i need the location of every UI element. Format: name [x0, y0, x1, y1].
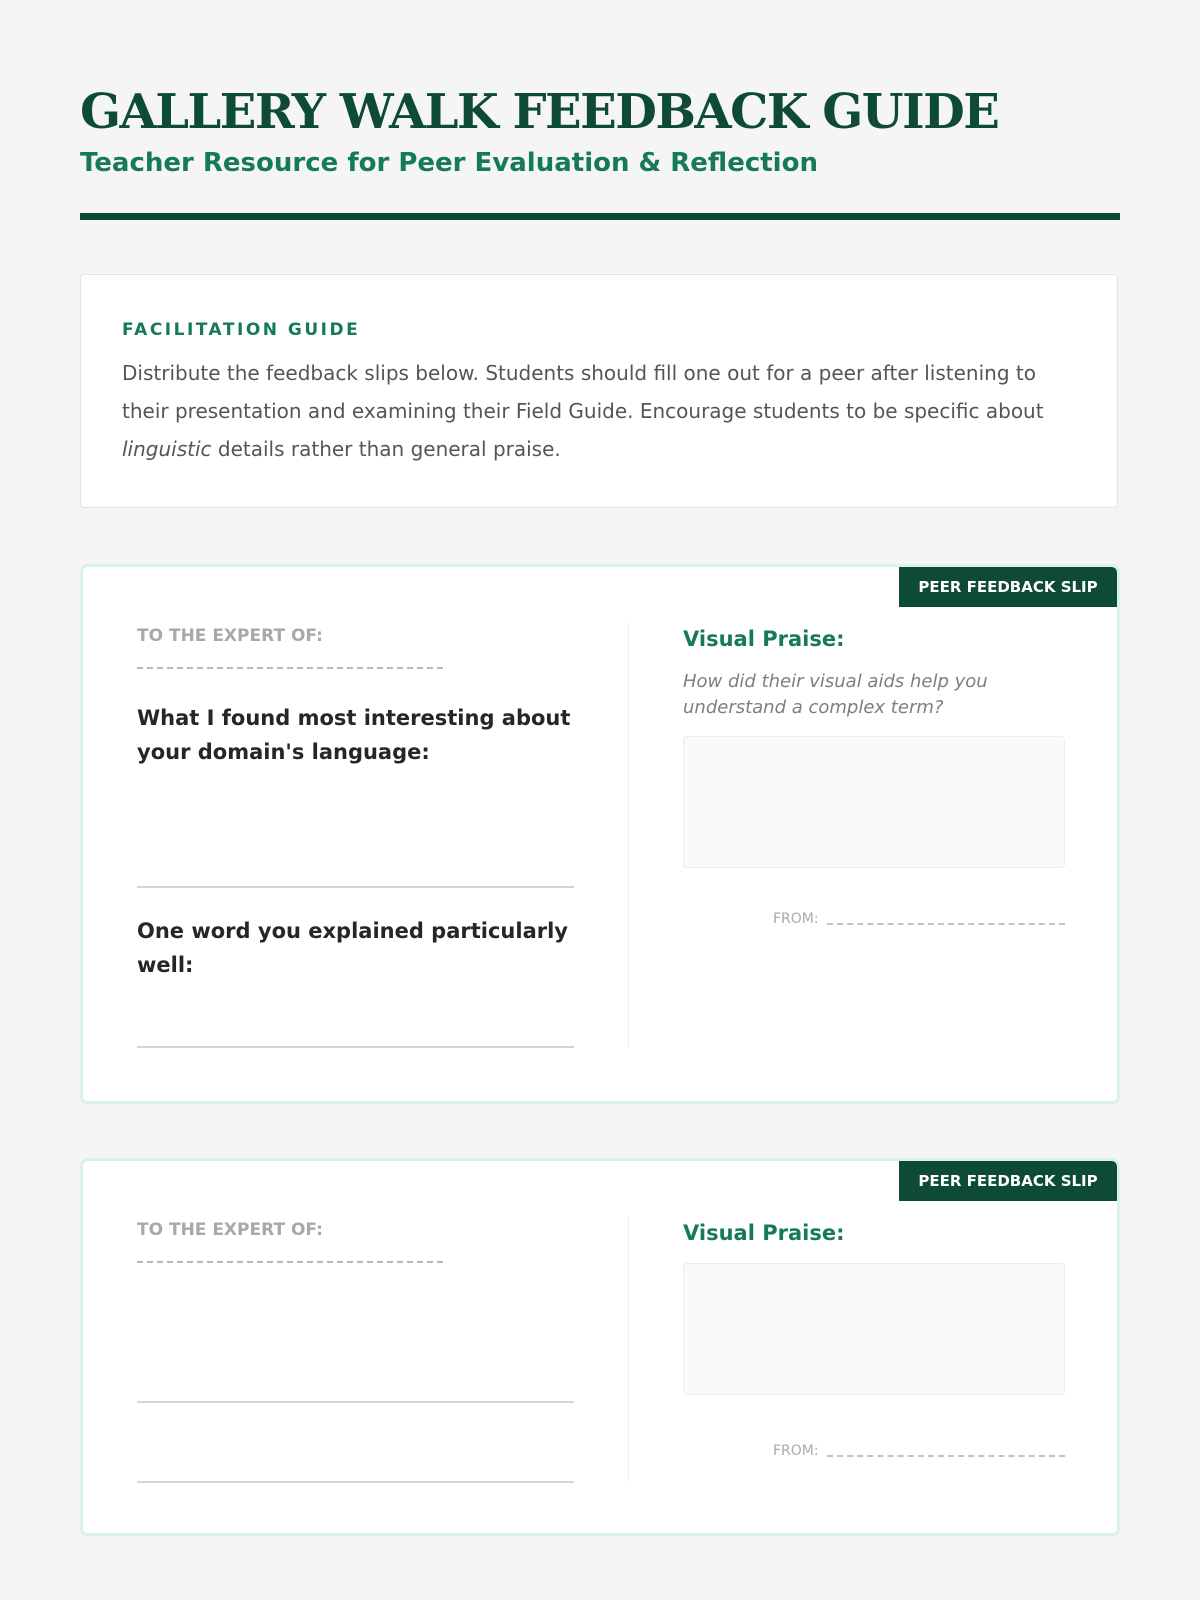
title-divider	[80, 213, 1120, 220]
page-title: GALLERY WALK FEEDBACK GUIDE	[80, 84, 999, 140]
expert-name-blank[interactable]	[137, 1261, 443, 1263]
from-row	[773, 911, 1065, 931]
from-label: FROM:	[773, 911, 819, 927]
word-explained-prompt: One word you explained particularly well:	[137, 919, 568, 977]
from-name-blank[interactable]	[827, 1455, 1065, 1457]
from-label: FROM:	[773, 1443, 819, 1459]
visual-praise-answer-box[interactable]	[683, 1263, 1065, 1395]
visual-praise-title: Visual Praise:	[683, 1221, 845, 1245]
guide-text-part: details rather than general praise.	[211, 437, 561, 461]
visual-praise-answer-box[interactable]	[683, 736, 1065, 868]
interesting-language-answer-line[interactable]	[137, 1401, 574, 1403]
guide-text-part: Distribute the feedback slips below. Students should fill one out for a peer after listening to their presentation and examining their Field Guide. Encourage students to be specific about	[122, 361, 1044, 423]
facilitation-guide-text	[122, 354, 1082, 468]
expert-of-label: TO THE EXPERT OF:	[137, 626, 323, 646]
from-row	[773, 1443, 1065, 1463]
expert-of-label: TO THE EXPERT OF:	[137, 1220, 323, 1240]
facilitation-guide-heading: FACILITATION GUIDE	[122, 320, 361, 340]
word-explained-answer-line[interactable]	[137, 1481, 574, 1483]
guide-text-emphasis: linguistic	[122, 437, 212, 461]
interesting-language-answer-line[interactable]	[137, 886, 574, 888]
peer-feedback-slip	[80, 564, 1120, 1104]
page-subtitle: Teacher Resource for Peer Evaluation & Reflection	[80, 148, 818, 178]
expert-name-blank[interactable]	[137, 667, 443, 669]
word-explained-answer-line[interactable]	[137, 1046, 574, 1048]
facilitation-guide-card	[80, 274, 1118, 508]
column-divider	[628, 1217, 629, 1481]
slip-tag: PEER FEEDBACK SLIP	[899, 567, 1117, 607]
column-divider	[628, 623, 629, 1047]
interesting-language-prompt: What I found most interesting about your domain's language:	[137, 706, 571, 764]
from-name-blank[interactable]	[827, 923, 1065, 925]
visual-praise-question: How did their visual aids help you understand a complex term?	[683, 671, 988, 718]
peer-feedback-slip	[80, 1158, 1120, 1536]
slip-tag: PEER FEEDBACK SLIP	[899, 1161, 1117, 1201]
visual-praise-title: Visual Praise:	[683, 627, 845, 651]
